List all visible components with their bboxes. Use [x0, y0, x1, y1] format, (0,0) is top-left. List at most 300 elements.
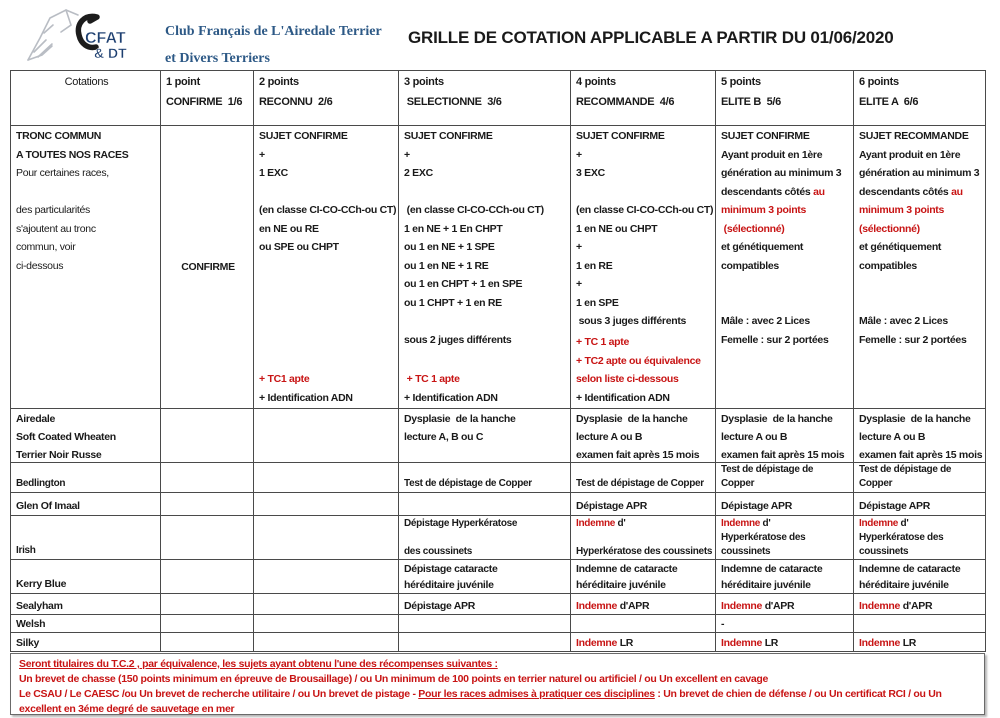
text-line: [576, 637, 712, 650]
text-span: Pour les races admises à pratiquer ces disciplines: [418, 688, 655, 700]
text-span: Un brevet de chasse (150 points minimum en épreuve de Brousaillage) / ou Un minimum de 100 points en terrier naturel ou artificiel / ou Un excellent en cavage: [19, 673, 769, 685]
table-cell-col5: [716, 560, 854, 594]
table-cell-col0: [11, 516, 161, 560]
text-line: [576, 275, 712, 294]
text-span: Indemne: [721, 600, 763, 612]
text-span: des coussinets: [404, 546, 473, 557]
logo-text-cfat: CFAT: [85, 30, 126, 47]
table-cell-col6: [854, 633, 986, 652]
text-span: Dépistage APR: [576, 500, 647, 512]
text-span: +: [576, 148, 582, 161]
text-line: [721, 599, 850, 613]
text-span: Test de dépistage de: [721, 464, 814, 475]
text-line: [16, 238, 157, 257]
table-cell-col3: [399, 560, 571, 594]
text-span: Indemne de cataracte: [859, 563, 961, 575]
text-line: [404, 238, 567, 257]
text-line: [721, 294, 850, 313]
text-line: [404, 312, 567, 331]
text-span: lecture A ou B: [576, 431, 643, 443]
spacer: [259, 257, 395, 371]
text-span: Cotations: [64, 76, 109, 88]
text-span: +: [259, 148, 265, 161]
text-line: [721, 545, 850, 559]
text-line: [576, 72, 712, 92]
row-airedale: [11, 409, 986, 463]
table-cell-col2: [254, 463, 399, 493]
text-line: [721, 331, 850, 350]
text-line: [859, 477, 982, 491]
text-span: Indemne: [576, 637, 618, 649]
table-cell-col4: [571, 409, 716, 463]
text-span: (en classe CI-CO-CCh-ou CT): [259, 204, 397, 216]
table-cell-col3: [399, 126, 571, 409]
text-span: Mâle : avec 2 Lices: [721, 315, 810, 327]
text-line: [859, 331, 982, 350]
text-line: [404, 561, 567, 577]
text-line: [181, 258, 235, 277]
text-line: [404, 428, 567, 446]
text-span: examen fait après 15 mois: [576, 449, 700, 461]
table-cell-col1: [161, 126, 254, 409]
table-cell-col2: [254, 560, 399, 594]
text-span: Dysplasie de la hanche: [721, 413, 833, 425]
text-line: [576, 561, 712, 577]
text-line: [404, 389, 567, 408]
text-line: [859, 164, 982, 220]
text-line: [404, 545, 567, 559]
text-span: et génétiquement: [859, 241, 942, 253]
text-span: 5 points: [721, 76, 761, 88]
text-span: Dépistage APR: [404, 600, 475, 612]
text-line: [404, 331, 567, 350]
text-span: commun, voir: [16, 241, 76, 253]
text-span: au minimum 3 points: [859, 185, 963, 216]
text-span: lecture A ou B: [721, 431, 788, 443]
text-line: [576, 410, 712, 428]
text-line: [576, 599, 712, 613]
text-span: RECOMMANDE 4/6: [576, 96, 675, 108]
text-line: [859, 446, 982, 463]
text-line: [859, 220, 982, 239]
text-span: + TC1 apte: [259, 373, 310, 385]
table-cell-col0: [11, 493, 161, 516]
text-span: 4 points: [576, 76, 616, 88]
text-span: ELITE B 5/6: [721, 96, 781, 108]
table-cell-col1: [161, 463, 254, 493]
text-line: [721, 463, 850, 477]
table-cell-col5: [716, 409, 854, 463]
header-cell-col6: [854, 71, 986, 126]
text-span: 3 EXC: [576, 167, 605, 179]
table-cell-col1: [161, 409, 254, 463]
text-span: sous 3 juges différents: [576, 315, 687, 327]
table-cell-col1: [161, 594, 254, 615]
text-line: [859, 561, 982, 577]
text-line: [259, 201, 395, 220]
text-line: [721, 92, 850, 112]
text-span: Terrier Noir Russe: [16, 449, 102, 461]
table-cell-col0: [11, 615, 161, 633]
text-span: ou SPE ou CHPT: [259, 241, 339, 253]
text-span: lecture A, B ou C: [404, 431, 484, 443]
text-span: Test de dépistage de: [859, 464, 952, 475]
table-cell-col2: [254, 594, 399, 615]
text-line: [16, 544, 157, 558]
text-span: Indemne: [859, 637, 901, 649]
text-span: lecture A ou B: [859, 431, 926, 443]
text-span: Indemne: [859, 518, 899, 529]
text-span: d': [898, 518, 909, 529]
text-span: Mâle : avec 2 Lices: [859, 315, 948, 327]
text-line: [576, 531, 712, 545]
text-span: coussinets: [859, 546, 909, 557]
text-span: Femelle : sur 2 portées: [721, 333, 829, 346]
table-cell-col0: [11, 560, 161, 594]
text-span: Seront titulaires du T.C.2 , par équivalence, les sujets ayant obtenu l'une des récompenses suivantes :: [19, 658, 498, 670]
text-line: [859, 312, 982, 331]
text-span: -: [721, 618, 725, 630]
table-cell-col6: [854, 493, 986, 516]
header-cell-col4: [571, 71, 716, 126]
club-logo: [22, 6, 147, 68]
table-cell-col1: [161, 560, 254, 594]
text-line: [721, 238, 850, 257]
text-line: [859, 428, 982, 446]
text-line: [16, 446, 157, 463]
text-span: d': [615, 518, 626, 529]
text-span: 1 en NE ou CHPT: [576, 222, 658, 235]
text-line: [721, 220, 850, 239]
text-span: 6 points: [859, 76, 899, 88]
text-line: [19, 687, 976, 715]
table-cell-col5: [716, 615, 854, 633]
text-span: coussinets: [721, 546, 771, 557]
row-welsh: [11, 615, 986, 633]
text-line: [16, 164, 157, 183]
table-cell-col6: [854, 560, 986, 594]
text-span: 1 en RE: [576, 259, 613, 272]
text-line: [404, 410, 567, 428]
text-span: 2 EXC: [404, 167, 433, 179]
table-cell-col0: [11, 463, 161, 493]
text-span: héréditaire juvénile: [404, 579, 494, 591]
table-cell-col4: [571, 493, 716, 516]
text-span: d'APR: [617, 600, 650, 612]
text-line: [404, 92, 567, 112]
text-line: [576, 370, 712, 389]
table-cell-col5: [716, 126, 854, 409]
text-span: +: [576, 241, 582, 253]
club-name-line1: Club Français de L'Airedale Terrier: [165, 24, 382, 39]
club-name-line2: et Divers Terriers: [165, 51, 270, 66]
table-cell-col1: [161, 615, 254, 633]
table-cell-col6: [854, 594, 986, 615]
text-line: [859, 531, 982, 545]
spacer: [404, 349, 567, 370]
text-line: [404, 531, 567, 545]
text-line: [721, 531, 850, 545]
text-line: [721, 477, 850, 491]
text-line: [259, 164, 395, 183]
text-span: SUJET CONFIRME: [721, 130, 810, 142]
text-line: [404, 220, 567, 239]
text-line: [404, 370, 567, 389]
text-span: Indemne: [859, 600, 901, 612]
page-title: GRILLE DE COTATION APPLICABLE A PARTIR DU 01/06/2020: [408, 28, 894, 47]
text-line: [721, 446, 850, 463]
text-line: [721, 637, 850, 650]
text-line: [859, 275, 982, 294]
text-span: sous 2 juges différents: [404, 333, 512, 346]
text-line: [721, 146, 850, 165]
text-line: [16, 618, 157, 631]
text-line: [721, 618, 850, 631]
text-line: [859, 545, 982, 559]
table-cell-col2: [254, 409, 399, 463]
text-span: des particularités: [16, 204, 90, 216]
text-span: Indemne: [721, 637, 763, 649]
cotation-table: [10, 70, 986, 652]
text-line: [16, 127, 157, 146]
text-line: [576, 146, 712, 165]
text-line: [16, 428, 157, 446]
text-span: Hyperkératose des: [859, 532, 944, 543]
dog-sketch-icon: [28, 10, 78, 60]
text-span: Glen Of Imaal: [16, 500, 80, 512]
text-line: [576, 201, 712, 220]
text-line: [721, 428, 850, 446]
text-span: 3 points: [404, 76, 444, 88]
text-line: [404, 164, 567, 183]
text-span: Test de dépistage de Copper: [404, 478, 532, 489]
text-span: examen fait après 15 mois: [721, 449, 845, 461]
text-line: [859, 517, 982, 531]
text-line: [859, 599, 982, 613]
text-span: Kerry Blue: [16, 578, 67, 590]
text-line: [16, 499, 157, 514]
text-span: Copper: [721, 478, 755, 489]
text-line: [16, 410, 157, 428]
text-span: héréditaire juvénile: [859, 579, 949, 591]
text-span: Indemne de cataracte: [576, 563, 678, 575]
table-cell-col3: [399, 594, 571, 615]
text-line: [404, 183, 567, 202]
text-span: + TC 1 apte: [576, 336, 630, 348]
text-span: + TC2 apte ou équivalence: [576, 354, 701, 367]
text-span: Pour certaines races,: [16, 167, 109, 179]
text-span: Hyperkératose des coussinets: [576, 546, 713, 557]
text-span: SUJET RECOMMANDE: [859, 130, 969, 142]
text-line: [576, 333, 712, 352]
text-span: Dépistage APR: [859, 500, 930, 512]
text-line: [721, 72, 850, 92]
text-span: compatibles: [721, 259, 779, 272]
table-cell-col0: [11, 126, 161, 409]
row-sealyham: [11, 594, 986, 615]
header-cell-col3: [399, 71, 571, 126]
text-span: Dysplasie de la hanche: [859, 413, 971, 425]
table-cell-col5: [716, 493, 854, 516]
row-kerry-blue: [11, 560, 986, 594]
text-line: [576, 183, 712, 202]
row-glen-of-imaal: [11, 493, 986, 516]
table-cell-col5: [716, 516, 854, 560]
text-span: 2 points: [259, 76, 299, 88]
text-line: [16, 257, 157, 276]
text-span: selon liste ci-dessous: [576, 373, 679, 385]
text-span: (sélectionné): [859, 222, 920, 235]
row-bedlington: [11, 463, 986, 493]
text-span: génération au minimum 3 descendants côtés: [859, 167, 980, 198]
text-line: [16, 146, 157, 165]
text-span: Indemne: [576, 518, 616, 529]
text-span: Dépistage APR: [721, 500, 792, 512]
text-line: [166, 92, 250, 112]
text-line: [721, 275, 850, 294]
text-line: [576, 428, 712, 446]
text-span: ou 1 en NE + 1 SPE: [404, 241, 495, 253]
text-span: d'APR: [762, 600, 795, 612]
text-line: [404, 477, 567, 491]
text-span: +: [404, 148, 410, 161]
header-cell-col0: [11, 71, 161, 126]
text-line: [404, 275, 567, 294]
text-line: [259, 389, 395, 408]
text-line: [576, 312, 712, 331]
text-line: [16, 599, 157, 613]
text-span: Femelle : sur 2 portées: [859, 333, 967, 346]
table-cell-col1: [161, 633, 254, 652]
text-span: Ayant produit en 1ère: [859, 148, 961, 161]
text-line: [859, 577, 982, 593]
table-cell-col0: [11, 409, 161, 463]
text-span: SELECTIONNE 3/6: [404, 96, 502, 108]
table-cell-col4: [571, 594, 716, 615]
table-cell-col3: [399, 633, 571, 652]
text-span: Dysplasie de la hanche: [404, 413, 516, 425]
text-span: (sélectionné): [721, 222, 785, 235]
text-line: [404, 577, 567, 593]
text-span: compatibles: [859, 259, 917, 272]
text-span: Ayant produit en 1ère: [721, 148, 823, 161]
row-silky: [11, 633, 986, 652]
text-span: Airedale: [16, 413, 56, 425]
text-span: Indemne de cataracte: [721, 563, 823, 575]
text-span: en NE ou RE: [259, 222, 319, 235]
text-span: 1 en NE + 1 En CHPT: [404, 222, 503, 235]
text-line: [859, 410, 982, 428]
table-cell-col1: [161, 516, 254, 560]
text-span: SUJET CONFIRME: [576, 130, 665, 142]
table-cell-col2: [254, 615, 399, 633]
table-cell-col3: [399, 463, 571, 493]
text-span: ou 1 CHPT + 1 en RE: [404, 296, 502, 309]
text-span: Irish: [16, 545, 36, 556]
table-cell-col3: [399, 615, 571, 633]
text-line: [404, 257, 567, 276]
text-span: d'APR: [900, 600, 933, 612]
text-line: [576, 477, 712, 491]
header-cell-col2: [254, 71, 399, 126]
text-line: [859, 146, 982, 165]
text-line: [16, 183, 157, 202]
text-line: [721, 517, 850, 531]
text-line: [859, 92, 982, 112]
row-tronc-commun: [11, 126, 986, 409]
text-span: Dysplasie de la hanche: [576, 413, 688, 425]
text-line: [404, 201, 567, 220]
text-span: SUJET CONFIRME: [404, 130, 493, 142]
text-span: 1 EXC: [259, 167, 288, 179]
text-line: [576, 238, 712, 257]
text-line: [576, 294, 712, 313]
text-span: + Identification ADN: [259, 391, 353, 404]
table-cell-col4: [571, 560, 716, 594]
text-span: Indemne: [576, 600, 618, 612]
table-cell-col2: [254, 493, 399, 516]
text-line: [576, 499, 712, 514]
table-cell-col4: [571, 516, 716, 560]
text-span: ou 1 en CHPT + 1 en SPE: [404, 278, 523, 290]
table-cell-col2: [254, 516, 399, 560]
text-line: [576, 257, 712, 276]
text-line: [859, 127, 982, 146]
text-span: génération au minimum 3 descendants côtés: [721, 167, 842, 198]
text-line: [16, 637, 157, 650]
table-cell-col4: [571, 463, 716, 493]
text-line: [404, 599, 567, 613]
text-span: : Un brevet de chien de défense / ou Un certificat RCI / ou Un excellent en 3éme degré de sauvetage en mer: [19, 688, 942, 715]
text-span: Hyperkératose des: [721, 532, 806, 543]
table-cell-col6: [854, 463, 986, 493]
footer-note: [10, 653, 985, 715]
text-line: [16, 477, 157, 491]
text-line: [721, 312, 850, 331]
table-cell-col5: [716, 594, 854, 615]
text-line: [576, 352, 712, 371]
text-line: [859, 637, 982, 650]
table-cell-col4: [571, 126, 716, 409]
text-span: examen fait après 15 mois: [859, 449, 983, 461]
text-line: [721, 410, 850, 428]
text-span: s'ajoutent au tronc: [16, 222, 96, 235]
text-span: CONFIRME: [181, 260, 235, 273]
text-span: CONFIRME 1/6: [166, 96, 243, 108]
text-line: [259, 183, 395, 202]
text-span: LR: [617, 637, 634, 649]
text-span: et génétiquement: [721, 241, 804, 253]
text-span: Bedlington: [16, 478, 66, 489]
table-cell-col2: [254, 126, 399, 409]
text-line: [576, 164, 712, 183]
text-line: [65, 72, 109, 92]
table-cell-col6: [854, 126, 986, 409]
text-line: [576, 389, 712, 408]
text-line: [721, 561, 850, 577]
text-span: au minimum 3 points: [721, 185, 825, 216]
text-span: TRONC COMMUN: [16, 130, 102, 142]
text-line: [16, 220, 157, 239]
text-span: Silky: [16, 637, 40, 649]
text-line: [259, 92, 395, 112]
text-span: LR: [762, 637, 779, 649]
table-cell-col5: [716, 463, 854, 493]
text-span: d': [760, 518, 771, 529]
text-span: Le CSAU / Le CAESC /ou Un brevet de recherche utilitaire / ou Un brevet de pistage -: [19, 688, 419, 700]
text-span: Test de dépistage de Copper: [576, 478, 704, 489]
table-cell-col5: [716, 633, 854, 652]
